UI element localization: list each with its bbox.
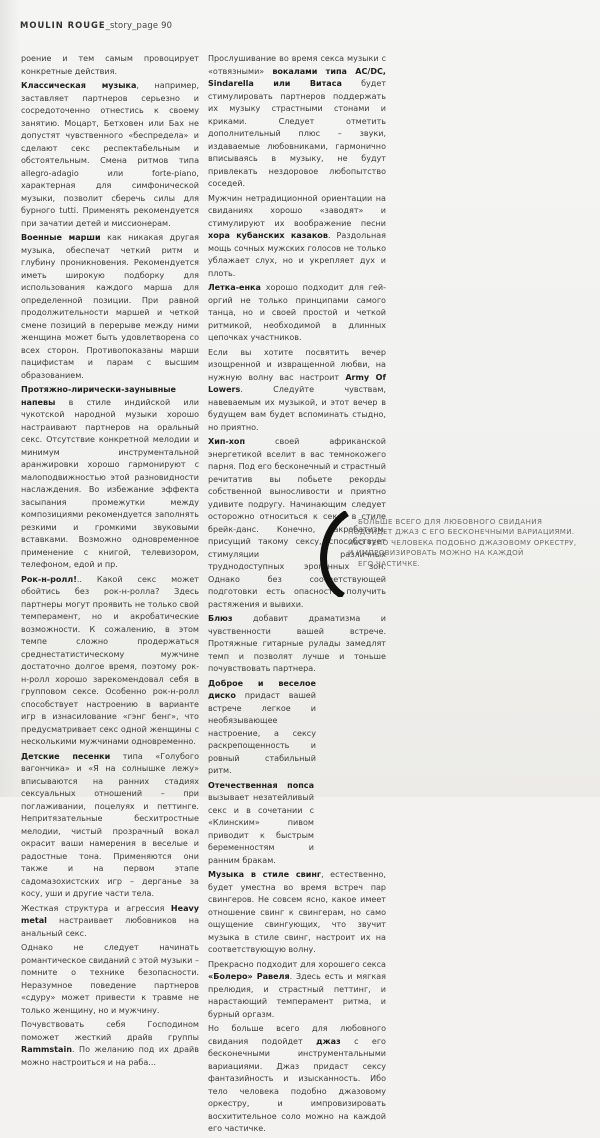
paragraph-bolero: Прекрасно подходит для хорошего секса «Болеро» Равеля. Здесь есть и мягкая прелюдия, и страстный петтинг, и нарастающий темперамент ритма, и бурный оргазм.	[208, 959, 387, 1019]
paragraph-blues: Блюз добавит драматизма и чувственности вашей встрече. Протяжные гитарные рулады замедлят темп и позволят лучше и тоньше почувствовать партнера.	[208, 614, 386, 673]
heading-letka-enka: Летка-енка	[208, 283, 261, 292]
page-gutter-shadow	[0, 0, 20, 797]
heading-blues: Блюз	[208, 614, 233, 623]
paragraph-cossacks: Мужчин нетрадиционной ориентации на свиданиях хорошо «заводят» и стимулируют их воображение песни хора кубанских казаков. Раздольная мощь сочных мужских голосов не только ублажает слух, но и укрепляет дух и плоть.	[208, 193, 387, 278]
heading-pop: Отечественная попса	[208, 780, 314, 790]
running-header	[20, 20, 172, 30]
heading-rocknroll: Рок-н-ролл!	[21, 574, 77, 584]
paragraph-vocals: Прослушивание во время секса музыки с «отвязными» вокалами типа AC/DC, Sindarella или Витаса будет стимулировать партнеров поддержать их музыку страстными стонами и криками. Следует отметить дополнительный плюс – звуки, издаваемые любовниками, гармонично вписываясь в музыку, не будут привлекать нездоровое любопытство соседей.	[208, 54, 386, 188]
heading-bolero: «Болеро» Равеля	[208, 972, 290, 981]
paragraph-kids-songs: Детские песенки типа «Голубого вагончика» и «Я на солнышке лежу» вписываются на ранних стадиях сексуальных отношений – при поглаживании, поцелуях и петтинге. Непритязательные бесхитростные мелодии, чистый прозрачный вокал окрасит ваши намерения в веселые и радостные тона. Применяются они также и на первом этапе садомазохистских игр – дерганье за косу, уши и другие части тела.	[21, 751, 200, 898]
paragraph-disco: Доброе и веселое диско придаст вашей встрече легкое и необязывающее настроение, а сексу раскрепощенность и ровный стабильный ритм.	[208, 678, 316, 775]
heading-lyrical: Протяжно-лирически-заунывные напевы	[21, 385, 176, 407]
paragraph-swing: Музыка в стиле свинг, естественно, будет уместна во время встреч пар свингеров. Не совсем ясно, какое имеет отношение свинг к свингерам, но само ощущение свингующих, что звучит музыка в стиле свинг, настроит их на соответствующую волну.	[208, 870, 386, 954]
heading-army-of-lovers: Army Of Lowers	[208, 372, 386, 394]
paragraph-intro: роение и тем самым провоцирует конкретные действия.	[21, 54, 199, 76]
heading-disco: Доброе и веселое диско	[208, 678, 316, 700]
heading-heavy-metal: Heavy metal	[21, 903, 199, 925]
header-section: _story_page 90	[105, 20, 173, 30]
left-column	[21, 53, 199, 1071]
pull-quote-line: ПОДОЙДЕТ ДЖАЗ С ЕГО БЕСКОНЕЧНЫМИ ВАРИАЦИЯМИ.	[348, 527, 575, 537]
heading-swing: Музыка в стиле свинг	[208, 870, 322, 879]
paragraph-jazz: Но больше всего для любовного свидания подойдет джаз с его бесконечными инструментальными вариациями. Джаз придаст сексу фантазийность и изысканность. Ибо тело человека подобно джазовому оркестру, и импровизировать восхитительное соло можно на каждой его частичке.	[208, 1024, 386, 1133]
heading-kids-songs: Детские песенки	[21, 751, 111, 761]
paragraph-classical: Классическая музыка, например, заставляет партнеров серьезно и сосредоточенно отнестись к своему занятию. Моцарт, Бетховен или Бах не допустят чувственного «беспредела» и сделают секс респектабельным и обстоятельным. Смена ритмов типа allegro-adagio или forte-piano, характерная для симфонической музыки, позволит сберечь силы для бурного tutti. Применять рекомендуется при зачатии детей и миссионерам.	[21, 81, 200, 228]
heading-hip-hop: Хип-хоп	[208, 437, 246, 446]
magazine-brand: MOULIN ROUGE	[20, 20, 106, 30]
heading-cossacks: хора кубанских казаков	[208, 231, 328, 240]
pull-quote-line: ИБО ТЕЛО ЧЕЛОВЕКА ПОДОБНО ДЖАЗОВОМУ ОРКЕСТРУ,	[348, 537, 577, 547]
heading-jazz: джаз	[316, 1036, 341, 1046]
right-column	[208, 53, 386, 1138]
paragraph-pop: Отечественная попса вызывает незатейливый секс и в сочетании с «Клинским» пивом приводит к быстрым беременностям и ранним бракам.	[208, 780, 314, 865]
pull-quote-line: ЕГО ЧАСТИЧКЕ.	[358, 558, 421, 568]
pull-quote	[348, 517, 596, 569]
pull-quote-line: БОЛЬШЕ ВСЕГО ДЛЯ ЛЮБОВНОГО СВИДАНИЯ	[358, 517, 543, 526]
paragraph-letka-enka: Летка-енка хорошо подходит для гей-оргий не только принципами самого танца, но и своей простой и четкой ритмикой, необходимой в длинных цепочках участников.	[208, 283, 386, 342]
heading-classical: Классическая музыка	[21, 81, 137, 90]
paragraph-lyrical: Протяжно-лирически-заунывные напевы в стиле индийской или чукотской народной музыки хорошо настраивают партнеров на оральный секс. Отсутствие конкретной мелодии и минимум инструментальной аранжировки хорошо гармонируют с малоподвижностью этой разновидности наслаждения. Во избежание эффекта засыпания промежутки между композициями рекомендуется заполнять резкими и громкими звуковыми вставками. Возможно одновременное применение с книгой, телевизором, телефоном, едой и пр.	[21, 385, 199, 569]
paragraph-safety: Однако не следует начинать романтическое свиданий с этой музыки – помните о технике безопасности. Неразумное поведение партнеров «сдуру» может привести к травме не только женщину, но и мужчину.	[21, 943, 199, 1015]
paragraph-army-of-lovers: Если вы хотите посвятить вечер изощренной и извращенной любви, на нужную волну вас настроит Army Of Lowers. Следуйте чувствам, навеваемым их музыкой, и этот вечер в будущем вам будет вспоминать стыдно, но приятно.	[208, 347, 386, 432]
heading-marches: Военные марши	[21, 233, 101, 242]
paragraph-hip-hop: Хип-хоп своей африканской энергетикой вселит в вас темнокожего парня. Под его бесконечный и страстный речитатив вы побьете рекорды собственной выносливости и приятно удивите подругу. Начинающим следует осторожно относиться к сексу в стиле брейк-данс. Конечно, акробатизм, присущий такому сексу, способствует стимуляции различных труднодоступных эрогенных зон. Однако без соответствующей подготовки есть опасность получить растяжения и вывихи.	[208, 437, 386, 609]
paragraph-rammstein: Почувствовать себя Господином поможет жесткий драйв группы Rammstain. По желанию под их драйв можно настроиться и на раба...	[21, 1020, 199, 1067]
paragraph-marches: Военные марши как никакая другая музыка, обеспечат четкий ритм и глубину проникновения. Рекомендуется иметь широкую подборку для использования каждого марша для определенной позиции. При равной продолжительности маршей и четкой смене позиций в перерыве между ними женщина может быть удовлетворена со всех сторон. Противопоказаны марши пацифистам и парам с высшим образованием.	[21, 233, 199, 380]
heading-rammstein: Rammstain	[21, 1045, 72, 1054]
pull-quote-line: И ИМПРОВИЗИРОВАТЬ МОЖНО НА КАЖДОЙ	[348, 548, 524, 558]
paragraph-rocknroll: Рок-н-ролл!.. Какой секс может обойтись без рок-н-ролла? Здесь партнеры могут проявить не только свой темперамент, но и акробатические возможности. К сожалению, в этом темпе сложно продержаться среднестатистическому мужчине достаточно долгое время, поэтому рок-н-ролл хорошо зарекомендовал себя в групповом сексе. Особенно рок-н-ролл способствует настроению в варианте игр в изнасилование «гэнг бенг», что предусматривает секс одной женщины с несколькими мужчинами одновременно.	[21, 574, 199, 746]
heading-vocals: вокалами типа AC/DC, Sindarella или Витаса	[208, 66, 386, 88]
paragraph-heavy-metal: Жесткая структура и агрессия Heavy metal настраивает любовников на анальный секс.	[21, 903, 199, 938]
